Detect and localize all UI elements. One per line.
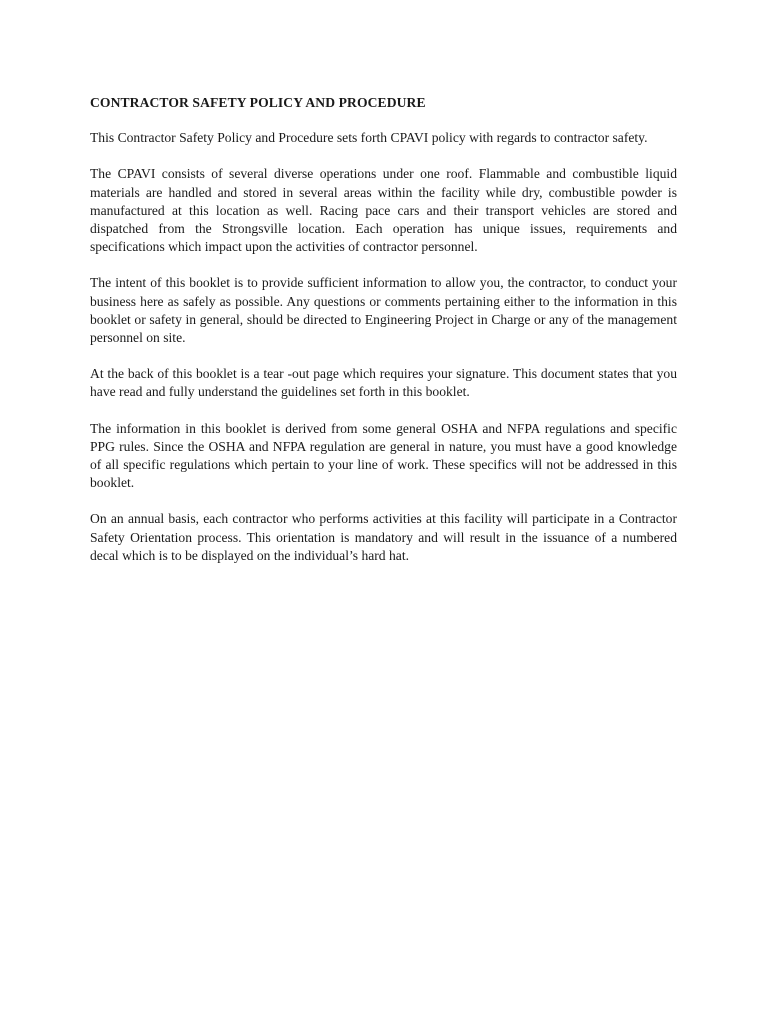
paragraph-intent: The intent of this booklet is to provide sufficient information to allow you, the contractor, to conduct your business here as safely as possible. Any questions or comments pertaining either to the information in this booklet or safety in general, should be directed to Engineering Project in Charge or any of the management personnel on site. <box>90 275 677 346</box>
document-body <box>90 94 677 583</box>
paragraph-orientation: On an annual basis, each contractor who performs activities at this facility will participate in a Contractor Safety Orientation process. This orientation is mandatory and will result in the issuance of a numbered decal which is to be displayed on the individual’s hard hat. <box>90 511 677 563</box>
paragraph-signature: At the back of this booklet is a tear -out page which requires your signature. This document states that you have read and fully understand the guidelines set forth in this booklet. <box>90 366 677 400</box>
paragraph-regulations: The information in this booklet is derived from some general OSHA and NFPA regulations and specific PPG rules. Since the OSHA and NFPA regulation are general in nature, you must have a good knowledge of all specific regulations which pertain to your line of work. These specifics will not be addressed in this booklet. <box>90 420 677 491</box>
document-title: CONTRACTOR SAFETY POLICY AND PROCEDURE <box>90 95 426 110</box>
paragraph-operations: The CPAVI consists of several diverse operations under one roof. Flammable and combustible liquid materials are handled and stored in several areas within the facility while dry, combustible powder is manufactured at this location as well. Racing pace cars and their transport vehicles are stored and dispatched from the Strongsville location. Each operation has unique issues, requirements and specifications which impact upon the activities of contractor personnel. <box>90 166 677 255</box>
paragraph-intro: This Contractor Safety Policy and Procedure sets forth CPAVI policy with regards to contractor safety. <box>90 130 648 146</box>
